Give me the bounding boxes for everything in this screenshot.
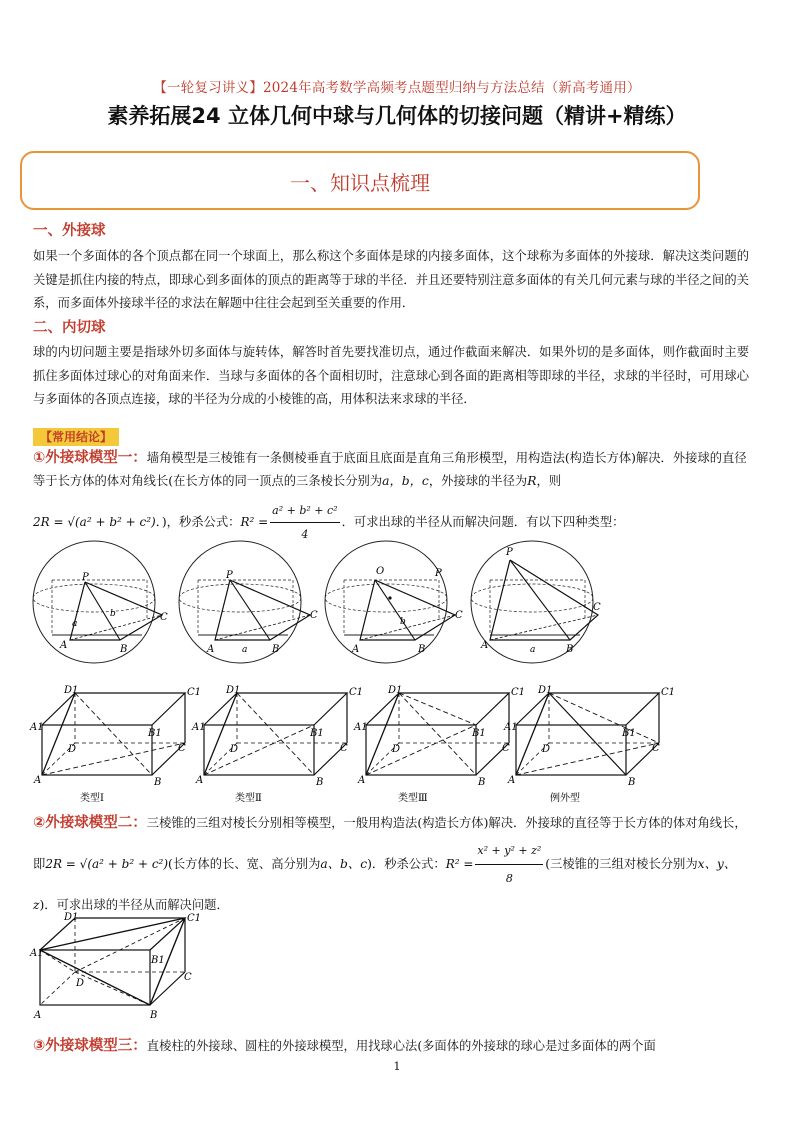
label-p: P [435, 568, 442, 579]
label-b: B [272, 644, 280, 655]
model1-text-d: ．)，秒杀公式： [155, 515, 241, 529]
model2-quick-numerator: x² + y² + z² [475, 837, 543, 865]
label-b1: B1 [310, 728, 324, 739]
model2-paragraph [33, 810, 749, 919]
label-b1: B1 [472, 728, 486, 739]
label-a: A [34, 1010, 42, 1021]
label-c: C [340, 743, 348, 754]
label-d1: D1 [64, 912, 79, 923]
box-figure-type2 [191, 685, 366, 804]
model2-diameter-formula: 2R = √(a² + b² + c²) [45, 857, 169, 871]
box-diagrams [30, 683, 676, 804]
label-b: B [478, 777, 486, 788]
label-p: P [506, 547, 513, 558]
label-a: A [358, 775, 366, 786]
label-b: B [150, 1010, 158, 1021]
model1-text-c: ，则 [536, 474, 562, 488]
label-a1: A1 [354, 722, 368, 733]
sphere-figure-2 [179, 541, 318, 663]
box-figure-type1 [29, 685, 204, 804]
label-a1: A1 [30, 722, 44, 733]
label-d1: D1 [388, 685, 403, 696]
model3-text: 直棱柱的外接球、圆柱的外接球模型，用找球心法(多面体的外接球的球心是过多面体的两个面 [146, 1039, 656, 1053]
label-c: C [502, 743, 510, 754]
label-d: D [230, 744, 239, 755]
model1-text-e: ．可求出球的半径从而解决问题．有以下四种类型： [341, 515, 625, 529]
label-c: C [160, 612, 168, 623]
label-c1: C1 [349, 687, 364, 698]
label-c: C [652, 743, 660, 754]
label-b1: B1 [151, 955, 165, 966]
label-c1: C1 [187, 687, 202, 698]
heading-inner-sphere: 二、内切球 [33, 320, 106, 336]
model3-paragraph [33, 1035, 749, 1058]
label-b-edge: b [400, 617, 406, 627]
model2-text-a: 三棱锥的三组对棱长分别相等模型，一般用构造法(构造长方体)解决．外接球的直径等于长方体的体对角线长，即 [33, 816, 747, 871]
model2-text-d: (三棱锥的三组对棱长分别为 [545, 857, 698, 871]
label-c: C [178, 743, 186, 754]
label-a: A [508, 775, 516, 786]
model1-text-a: 墙角模型是三棱锥有一条侧棱垂直于底面且底面是直角三角形模型，用构造法(构造长方体)解决．外接球的直径等于长方体的体对角线长(在长方体的同一顶点的三条棱长分别为 [33, 451, 747, 488]
model2-quick-denominator: 8 [505, 872, 513, 885]
model3-heading: ③外接球模型三： [33, 1038, 147, 1054]
label-a: A [60, 640, 68, 651]
label-a1: A1 [192, 722, 206, 733]
label-center-o: O [376, 566, 385, 577]
label-b: B [120, 644, 128, 655]
model1-text-b: ，外接球的半径为 [428, 474, 528, 488]
model1-var-r: R [527, 474, 537, 488]
paragraph-inner-sphere: 球的内切问题主要是指球外切多面体与旋转体，解答时首先要找准切点，通过作截面来解决．如果外切的是多面体，则作截面时主要抓住多面体过球心的对角面来作．当球与多面体的各个面相切时，注意球心到各面的距离相等即球的半径，求球的半径时，可用球心与多面体的各顶点连接，球的半径为分成的小棱锥的高，用体积法来求球的半径． [33, 345, 749, 406]
label-b: B [566, 644, 574, 655]
label-b: B [316, 777, 324, 788]
sphere-figure-4 [471, 541, 601, 663]
label-c: C [455, 610, 463, 621]
label-a: A [207, 644, 215, 655]
label-p: P [82, 572, 89, 583]
heading-outer-sphere: 一、外接球 [33, 223, 106, 239]
box-figure-type3 [353, 685, 525, 804]
caption-type3: 类型Ⅲ [398, 793, 428, 804]
model2-vars-xyz: x、y、z [33, 857, 737, 912]
model1-heading: ①外接球模型一： [33, 450, 147, 466]
label-a-edge: a [242, 645, 248, 655]
label-d: D [68, 744, 77, 755]
section-title: 一、知识点梳理 [290, 171, 430, 195]
label-a-edge: a [530, 645, 536, 655]
label-a1: A1 [30, 948, 44, 959]
model2-vars: a、b、c [320, 857, 368, 871]
page-title: 素养拓展24 立体几何中球与几何体的切接问题（精讲+精练） [107, 104, 687, 128]
label-c: C [184, 972, 192, 983]
label-d: D [76, 978, 85, 989]
model1-quick-lhs: R² = [240, 515, 269, 529]
sphere-figure-3 [325, 541, 463, 663]
label-c1: C1 [511, 687, 526, 698]
label-a: A [196, 775, 204, 786]
sphere-diagrams [30, 540, 750, 665]
model2-text-b: (长方体的长、宽、高分别为 [168, 857, 321, 871]
section-title-box [20, 151, 700, 210]
caption-type1: 类型Ⅰ [80, 793, 104, 804]
model2-quick-lhs: R² = [445, 857, 474, 871]
page-number: 1 [393, 1060, 401, 1073]
label-b-edge: b [110, 609, 116, 619]
label-c1: C1 [187, 913, 202, 924]
label-a: A [481, 640, 489, 651]
caption-type2: 类型Ⅱ [235, 793, 262, 804]
model1-diameter-formula: 2R = √(a² + b² + c²) [33, 515, 156, 529]
caption-exception: 例外型 [550, 793, 580, 804]
label-c1: C1 [661, 687, 676, 698]
box-figure-exception [503, 685, 675, 804]
label-a: A [34, 775, 42, 786]
label-d1: D1 [226, 685, 241, 696]
label-a-edge: a [72, 619, 78, 629]
label-b: B [418, 644, 426, 655]
sphere-figure-1 [33, 541, 168, 663]
label-b: B [628, 777, 636, 788]
model2-quick-fraction [475, 837, 543, 892]
model2-heading: ②外接球模型二： [33, 815, 147, 831]
label-c: C [593, 602, 601, 613]
label-d: D [392, 744, 401, 755]
model1-quick-fraction [270, 499, 339, 546]
sphere-center-dot [388, 596, 391, 599]
label-d: D [542, 744, 551, 755]
label-p: P [226, 570, 233, 581]
document-banner: 【一轮复习讲义】2024年高考数学高频考点题型归纳与方法总结（新高考通用） [153, 80, 641, 96]
model1-vars: a，b，c [382, 474, 429, 488]
label-d1: D1 [538, 685, 553, 696]
label-b1: B1 [622, 728, 636, 739]
model1-quick-denominator: 4 [301, 528, 309, 541]
label-a1: A1 [504, 722, 518, 733]
model2-text-c: )．秒杀公式： [367, 857, 446, 871]
model1-quick-numerator: a² + b² + c² [270, 499, 339, 523]
model1-paragraph [33, 447, 749, 546]
label-b1: B1 [148, 728, 162, 739]
model2-text-e: )．可求出球的半径从而解决问题． [39, 898, 229, 912]
label-b: B [154, 777, 162, 788]
common-conclusions-tag: 【常用结论】 [33, 428, 119, 446]
label-c: C [310, 610, 318, 621]
label-d1: D1 [64, 685, 79, 696]
model2-box-figure [30, 910, 210, 1025]
label-a: A [352, 644, 360, 655]
paragraph-outer-sphere: 如果一个多面体的各个顶点都在同一个球面上，那么称这个多面体是球的内接多面体，这个球称为多面体的外接球．解决这类问题的关键是抓住内接的特点，即球心到多面体的顶点的距离等于球的半径．并且还要特别注意多面体的有关几何元素与球的半径之间的关系，而多面体外接球半径的求法在解题中往往会起到至关重要的作用． [33, 249, 749, 310]
